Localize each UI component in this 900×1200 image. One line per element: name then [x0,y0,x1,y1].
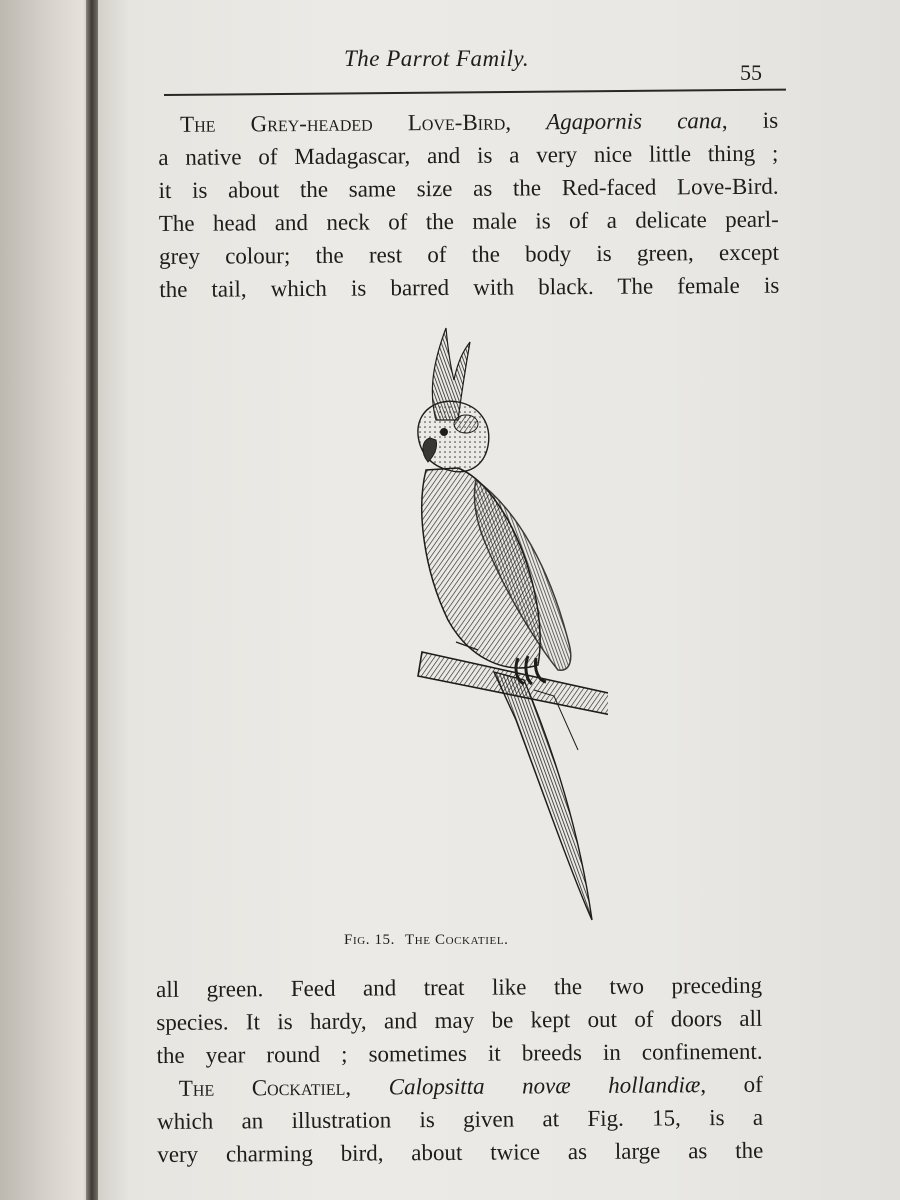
header-rule [164,89,786,96]
facing-page-edge [0,0,92,1200]
text-line: The head and neck of the male is of a delicate pearl- [158,206,779,236]
text-line: all green. Feed and treat like the two preceding [156,972,763,1002]
cockatiel-illustration [308,320,608,930]
text-line [158,104,778,141]
running-title: The Parrot Family. [344,46,530,71]
text-fragment: , is [721,107,779,134]
text-line: a native of Madagascar, and is a very nice little thing ; [158,140,779,170]
text-line: which an illustration is given at Fig. 15, is a [156,1104,764,1134]
text-line: species. It is hardy, and may be kept out of doors all [156,1005,763,1035]
figure-label: Fig. 15. [344,932,395,948]
species-name: The Cockatiel, [178,1074,352,1101]
book-page [98,0,900,1200]
top-paragraph [158,104,779,306]
latin-name: Agapornis cana [546,108,722,135]
bottom-paragraph [156,969,763,1171]
text-fragment: , of [700,1071,763,1098]
species-name: The Grey-headed Love-Bird, [180,109,512,137]
text-line: the year round ; sometimes it breeds in confinement. [156,1038,763,1068]
figure-title: The Cockatiel. [405,932,509,948]
text-line: grey colour; the rest of the body is green, except [158,239,780,269]
text-line: it is about the same size as the Red-faced Love-Bird. [158,173,779,203]
text-line [157,1068,763,1105]
text-line: the tail, which is barred with black. The female is [159,272,780,302]
text-line: very charming bird, about twice as large as the [157,1137,764,1167]
latin-name: Calopsitta novæ hollandiæ [388,1072,701,1100]
page-number: 55 [740,60,762,85]
figure-caption [344,932,519,949]
